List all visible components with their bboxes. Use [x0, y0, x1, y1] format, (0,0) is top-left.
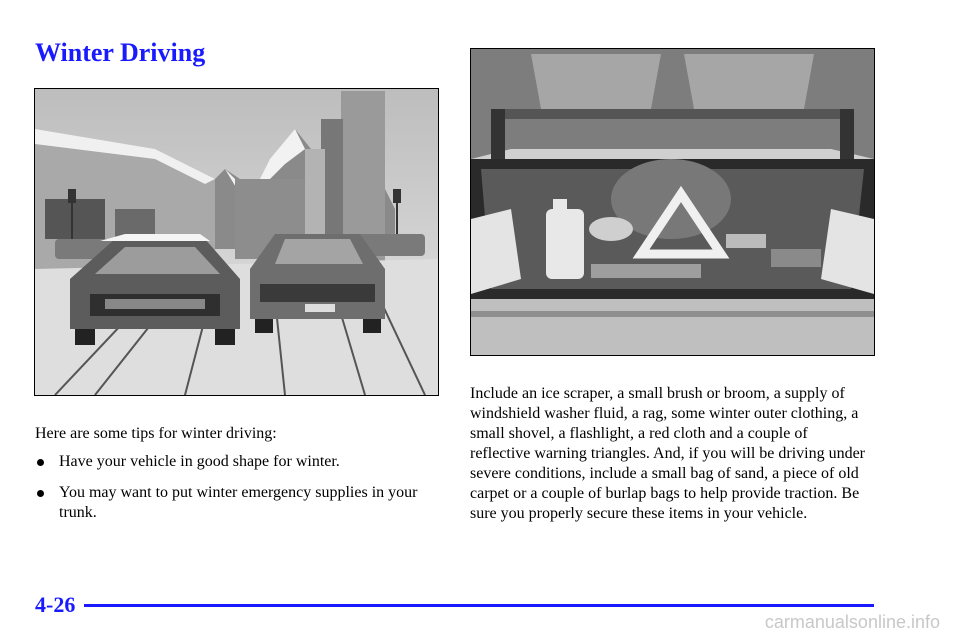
page-title: Winter Driving: [35, 38, 206, 67]
list-item-text: Have your vehicle in good shape for winter.: [59, 453, 340, 470]
bullet-icon: [37, 459, 44, 466]
emergency-supplies-paragraph: Include an ice scraper, a small brush or broom, a supply of windshield washer fluid, a rag, some winter outer clothing, a small shovel, a flashlight, a red cloth and a couple of reflective warning triangles. And, if you will be driving under severe conditions, include a small bag of sand, a piece of old carpet or a couple of burlap bags to help provide traction. Be sure you properly secure these items in your vehicle.: [470, 385, 866, 522]
winter-street-illustration: [34, 88, 439, 396]
winter-street-drawing: [35, 89, 438, 395]
page-number: 4-26: [35, 592, 76, 617]
watermark-text: carmanualsonline.info: [764, 612, 940, 632]
footer-rule: [84, 604, 874, 607]
trunk-supplies-illustration: [470, 48, 875, 356]
list-item-text: You may want to put winter emergency supplies in your trunk.: [59, 484, 418, 521]
trunk-supplies-drawing: [471, 49, 874, 355]
bullet-icon: [37, 490, 44, 497]
winter-tips-list: [35, 452, 435, 534]
list-item: [35, 483, 435, 523]
intro-text: Here are some tips for winter driving:: [35, 425, 277, 442]
list-item: [35, 452, 435, 472]
